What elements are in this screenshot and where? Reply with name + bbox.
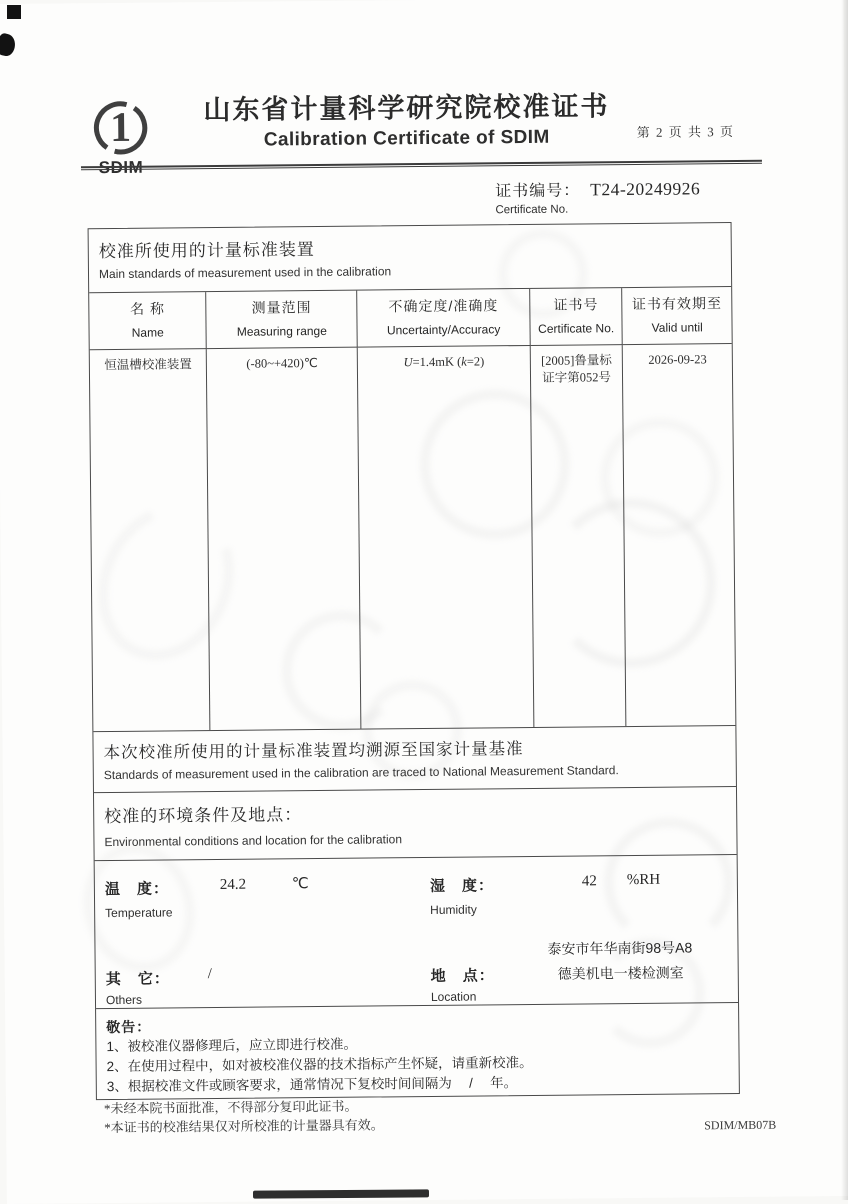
logo-text: SDIM	[98, 157, 144, 178]
cert-number-line1: [2005]鲁量标	[540, 352, 612, 368]
page-title-cn: 山东省计量科学研究院校准证书	[203, 91, 610, 126]
temperature-label-en: Temperature	[105, 905, 173, 921]
notice-item-2: 2、在使用过程中，如对被校准仪器的技术指标产生怀疑，请重新校准。	[106, 1054, 533, 1075]
valid-until-value: 2026-09-23	[648, 351, 707, 367]
column-header-name	[89, 292, 206, 349]
column-header-range-cn: 测量范围	[251, 299, 312, 316]
measuring-range-value: (-80~+420)℃	[246, 355, 318, 371]
others-label-en: Others	[105, 992, 143, 1008]
scan-bottom-mark	[253, 1189, 429, 1198]
environment-values-section	[95, 855, 738, 1009]
footnotes	[104, 1096, 384, 1137]
certificate-number-block	[495, 176, 700, 216]
others-value: /	[207, 966, 212, 983]
temperature-label-cn: 温 度：	[104, 880, 170, 899]
column-header-certno-cn: 证书号	[553, 296, 599, 313]
column-header-certno-en: Certificate No.	[538, 321, 615, 337]
notice-item-1: 1、被校准仪器修理后，应立即进行校准。	[106, 1036, 358, 1055]
column-header-uncertainty-en: Uncertainty/Accuracy	[386, 322, 501, 338]
environment-title-cn: 校准的环境条件及地点：	[104, 805, 303, 827]
uncertainty-symbol: U	[403, 354, 413, 369]
standards-title-en: Main standards of measurement used in the calibration	[98, 264, 392, 282]
page-title-en: Calibration Certificate of SDIM	[263, 126, 550, 151]
footnote-1: *未经本院书面批准，不得部分复印此证书。	[103, 1098, 358, 1117]
cell-valid-until	[623, 343, 736, 726]
column-header-range-en: Measuring range	[236, 324, 327, 340]
environment-section-header	[94, 787, 737, 861]
standards-table	[89, 287, 735, 731]
page-number-label: 第 2 页 共 3 页	[636, 124, 735, 140]
column-header-valid	[622, 287, 732, 344]
temperature-unit: ℃	[291, 876, 309, 893]
standard-name-value: 恒温槽校准装置	[104, 356, 192, 372]
traceability-section	[93, 725, 736, 793]
humidity-label-cn: 湿 度：	[429, 877, 494, 895]
column-header-certno	[530, 288, 623, 345]
cell-cert-number	[530, 344, 626, 727]
form-code: SDIM/MB07B	[704, 1117, 777, 1133]
column-header-name-en: Name	[131, 325, 164, 341]
footnote-2: *本证书的校准结果仅对所校准的计量器具有效。	[104, 1117, 384, 1136]
traceability-title-cn: 本次校准所使用的计量标准装置均溯源至国家计量基准	[103, 740, 524, 763]
cell-standard-name	[90, 348, 211, 731]
column-header-name-cn: 名 称	[129, 300, 166, 318]
humidity-unit: %RH	[626, 871, 661, 889]
cell-measuring-range	[207, 347, 362, 730]
standards-title-cn: 校准所使用的计量标准装置	[98, 240, 315, 262]
column-header-valid-en: Valid until	[651, 320, 703, 336]
environment-title-en: Environmental conditions and location for the calibration	[104, 832, 403, 850]
certificate-number-value: T24-20249926	[590, 178, 701, 200]
location-label-cn: 地 点：	[430, 967, 495, 985]
others-label-cn: 其 它：	[105, 970, 170, 989]
humidity-value: 42	[581, 873, 597, 890]
coverage-factor-symbol: k	[461, 354, 467, 369]
uncertainty-part: =1.4mK (	[412, 354, 462, 369]
certificate-number-label-cn: 证书编号：	[495, 182, 581, 201]
uncertainty-value	[358, 352, 530, 371]
cert-number-line2: 证字第052号	[542, 369, 612, 385]
column-header-range	[206, 291, 357, 348]
column-header-uncertainty-cn: 不确定度/准确度	[388, 297, 499, 315]
cell-uncertainty	[357, 345, 533, 729]
notice-title: 敬告：	[106, 1018, 152, 1036]
header-divider	[81, 160, 762, 171]
temperature-value: 24.2	[219, 876, 247, 893]
notice-section	[96, 1003, 739, 1101]
standards-table-header-row	[89, 287, 732, 349]
uncertainty-part2: =2)	[466, 353, 485, 369]
column-header-uncertainty	[357, 289, 530, 347]
standards-section-header	[89, 223, 732, 293]
standards-table-row	[90, 343, 736, 731]
certificate-number-label-en: Certificate No.	[495, 203, 569, 217]
location-line2: 德美机电一楼检测室	[557, 964, 684, 982]
column-header-valid-cn: 证书有效期至	[631, 295, 723, 313]
certificate-body	[88, 222, 740, 1100]
location-label-en: Location	[430, 989, 477, 1004]
traceability-title-en: Standards of measurement used in the calibration are traced to National Measurement Standard.	[103, 763, 619, 783]
scan-corner-mark	[7, 5, 21, 19]
notice-item-3: 3、根据校准文件或顾客要求，通常情况下复校时间间隔为 / 年。	[106, 1075, 518, 1095]
logo-numeral: 1	[109, 104, 132, 151]
humidity-label-en: Humidity	[430, 902, 477, 917]
location-line1: 泰安市年华南街98号A8	[547, 939, 693, 957]
page-edge-shadow	[841, 0, 848, 1200]
